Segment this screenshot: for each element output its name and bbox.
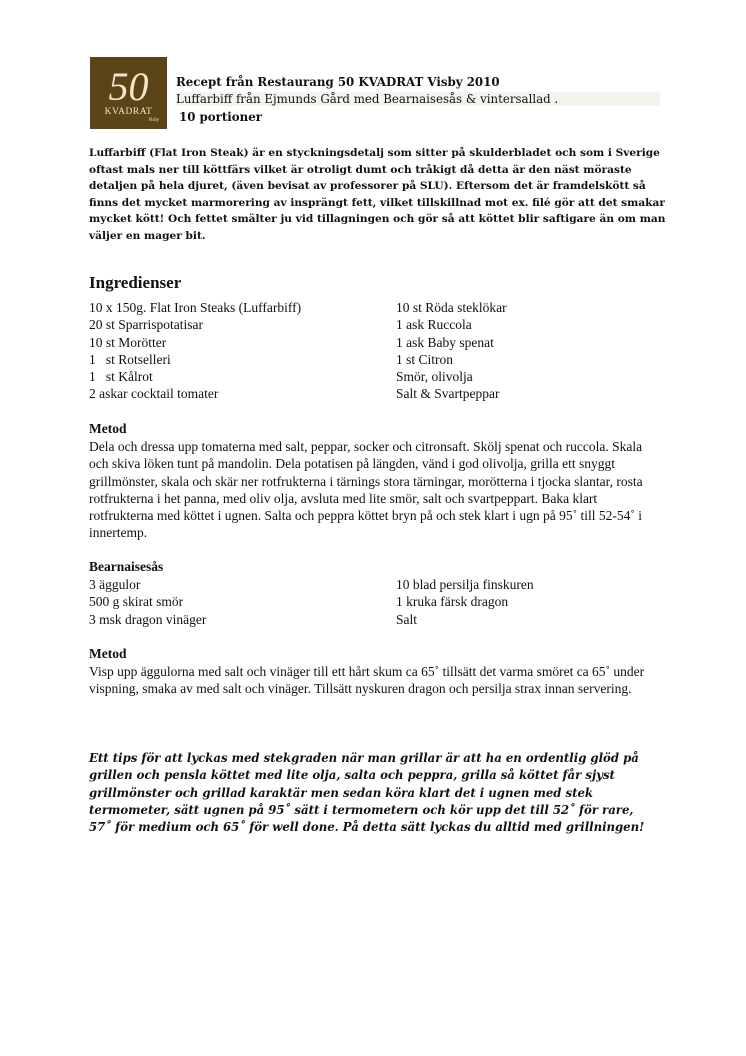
ingredient-item: 2 askar cocktail tomater [89, 386, 219, 402]
logo-word: KVADRAT [104, 107, 153, 117]
method-text: Dela och dressa upp tomaterna med salt, peppar, socker och citronsaft. Skölj spenat och ruccola. Skala och skiva löken tunt på mandolin. Dela potatisen på längden, vänd i god olivolja, grilla ett snyggt grillmönster, skala och skär ner rotfrukterna i tärnings stora tärningar, morötterna i tjocka slantar, rosta rotfrukterna i het panna, med oliv olja, avsluta med lite smör, salt och svartpeppart. Baka klart rotfrukterna med köttet i ugnen. Salta och peppra köttet bryn på och stek klart i ugn på 95˚ till 52-54˚ i innertemp. [89, 439, 643, 541]
logo-sub: Visby [148, 118, 159, 123]
grilling-tip: Ett tips för att lyckas med stekgraden när man grillar är att ha en ordentlig glöd på grillen och pensla köttet med lite olja, salta och peppra, grilla så köttet får sjyst grillmönster och grillad karaktär men sedan köra klart det i ugnen med stek termometer, sätt ugnen på 95˚ sätt i termometern och kör upp det till 52˚ för rare, 57˚ för medium och 65˚ för well done. På detta sätt lyckas du alltid med grillningen! [89, 751, 645, 835]
bearnaise-left-column [89, 576, 206, 628]
ingredient-item: Smör, olivolja [396, 369, 473, 385]
ingredient-item: 3 äggulor [89, 577, 141, 592]
logo-number: 50 [108, 64, 149, 109]
ingredient-item: Salt [396, 611, 418, 627]
ingredient-item: 3 msk dragon vinäger [89, 611, 207, 627]
restaurant-logo [90, 57, 167, 129]
ingredient-item: 1 st Citron [396, 351, 454, 367]
ingredients-left-column [89, 299, 301, 403]
ingredient-item: 1 st Rotselleri [89, 351, 171, 367]
intro-paragraph: Luffarbiff (Flat Iron Steak) är en styckningsdetalj som sitter på skulderbladet och som i Sverige oftast mals ner till köttfärs vilket är otroligt dumt och tråkigt då detta är den näst möraste detaljen på hela djuret, (även bevisat av professorer på SLU). Eftersom det är framdelskött så finns det mycket marmorering av insprängt fett, vilket tillskillnad mot ex. filé gör att det smakar mycket kött! Och fettet smälter ju vid tillagningen och gör så att köttet blir saftigare än om man väljer en mager bit. [89, 147, 666, 242]
ingredient-item: 10 st Röda steklökar [396, 300, 507, 315]
ingredient-item: 1 ask Baby spenat [396, 334, 494, 350]
method-heading: Metod [89, 421, 127, 436]
portions-label: 10 portioner [179, 110, 262, 124]
recipe-source-title: Recept från Restaurang 50 KVADRAT Visby 2010 [176, 75, 500, 89]
recipe-dish-subtitle: Luffarbiff från Ejmunds Gård med Bearnaisesås & vintersallad . [176, 92, 660, 106]
bearnaise-heading: Bearnaisesås [89, 559, 164, 574]
ingredient-item: 1 ask Ruccola [396, 317, 472, 333]
ingredients-heading: Ingredienser [89, 273, 182, 292]
ingredient-item: 20 st Sparrispotatisar [89, 317, 203, 333]
ingredient-item: 10 blad persilja finskuren [396, 577, 534, 592]
bearnaise-right-column [396, 576, 534, 628]
ingredient-item: 1 kruka färsk dragon [396, 594, 509, 610]
ingredient-item: Salt & Svartpeppar [396, 386, 500, 402]
bearnaise-method-text: Visp upp äggulorna med salt och vinäger till ett hårt skum ca 65˚ tillsätt det varma smöret ca 65˚ under vispning, smaka av med salt och vinäger. Tillsätt nyskuren dragon och persilja strax innan servering. [89, 664, 645, 697]
ingredient-item: 10 x 150g. Flat Iron Steaks (Luffarbiff) [89, 300, 302, 315]
ingredients-right-column [396, 299, 507, 403]
bearnaise-method-heading: Metod [89, 646, 127, 661]
ingredient-item: 10 st Morötter [89, 334, 167, 350]
ingredient-item: 500 g skirat smör [89, 594, 184, 610]
ingredient-item: 1 st Kålrot [89, 369, 153, 385]
